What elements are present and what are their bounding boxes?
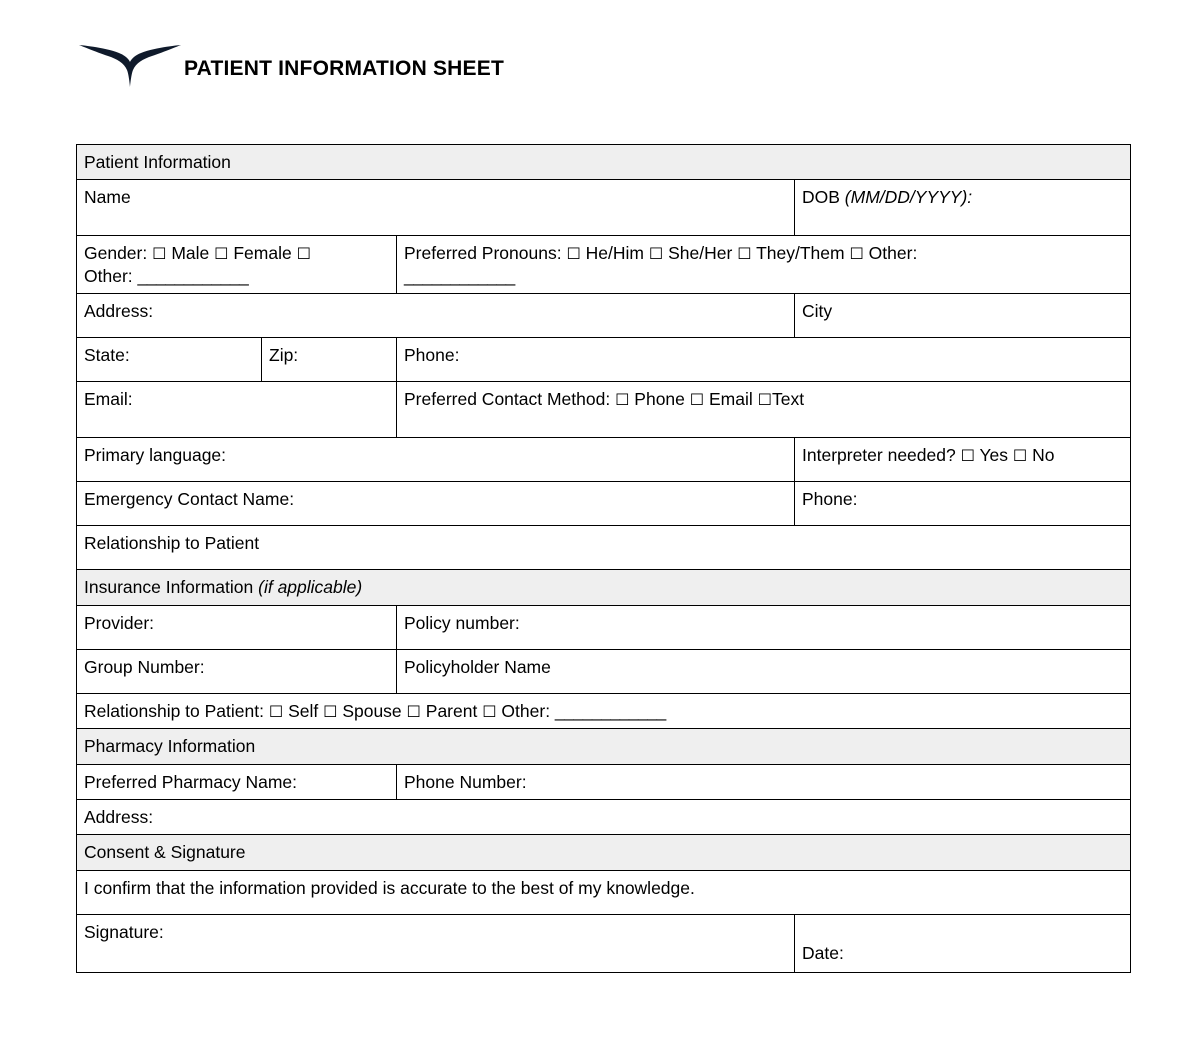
consent-statement: I confirm that the information provided is accurate to the best of my knowledge. <box>77 870 1131 914</box>
checkbox-relationship-self[interactable]: ☐ <box>268 701 284 721</box>
interpreter-label: Interpreter needed? <box>802 445 961 466</box>
field-address[interactable] <box>77 294 795 338</box>
row-address-city <box>77 294 1131 338</box>
checkbox-pronoun-hehim[interactable]: ☐ <box>566 244 581 264</box>
row-email-contact-method <box>77 382 1131 438</box>
insurance-section-note: (if applicable) <box>258 577 363 598</box>
primary-language-label: Primary language: <box>84 445 227 466</box>
patient-information-form-table <box>76 144 1131 973</box>
contact-option-text: Text <box>771 389 805 410</box>
city-label: City <box>802 301 833 322</box>
row-pharmacy-address <box>77 799 1131 834</box>
field-preferred-contact-method[interactable] <box>397 382 1131 438</box>
gender-label: Gender: <box>84 243 153 264</box>
dob-format-hint: (MM/DD/YYYY): <box>844 187 973 208</box>
section-header-patient-information <box>77 145 1131 180</box>
emergency-contact-label: Emergency Contact Name: <box>84 489 295 510</box>
field-phone[interactable] <box>397 338 1131 382</box>
gender-other-label: Other: <box>84 265 138 286</box>
field-preferred-pharmacy-name[interactable] <box>77 764 397 799</box>
section-label: Consent & Signature <box>77 835 1131 870</box>
row-emergency-contact <box>77 482 1131 526</box>
checkbox-relationship-parent[interactable]: ☐ <box>406 701 421 721</box>
pronoun-option-hehim: He/Him <box>585 243 645 264</box>
checkbox-interpreter-no[interactable]: ☐ <box>1012 446 1028 466</box>
page-title: PATIENT INFORMATION SHEET <box>184 57 504 80</box>
checkbox-interpreter-yes[interactable]: ☐ <box>960 446 975 466</box>
contact-method-label: Preferred Contact Method: <box>404 389 616 410</box>
state-label: State: <box>84 345 130 366</box>
name-label: Name <box>84 187 131 208</box>
pronouns-other-blank[interactable]: ____________ <box>404 265 515 286</box>
policyholder-label: Policyholder Name <box>404 656 551 677</box>
field-group-number[interactable] <box>77 649 397 693</box>
row-gender-pronouns <box>77 236 1131 294</box>
relationship-option-parent: Parent <box>425 700 478 721</box>
relationship-option-spouse: Spouse <box>342 700 402 721</box>
pronoun-option-sheher: She/Her <box>668 243 733 264</box>
checkbox-contact-email[interactable]: ☐ <box>689 390 705 410</box>
field-city[interactable] <box>795 294 1131 338</box>
section-label: Pharmacy Information <box>77 729 1131 764</box>
checkbox-gender-female[interactable]: ☐ <box>214 244 229 264</box>
field-policy-number[interactable] <box>397 605 1131 649</box>
email-label: Email: <box>84 389 133 410</box>
row-insurance-relationship <box>77 693 1131 728</box>
relationship-other-blank[interactable]: ____________ <box>554 700 666 721</box>
gender-other-blank[interactable]: ____________ <box>137 265 249 286</box>
field-insurance-provider[interactable] <box>77 605 397 649</box>
group-number-label: Group Number: <box>84 656 205 677</box>
field-insurance-relationship[interactable] <box>77 693 1131 728</box>
signature-label: Signature: <box>84 921 164 942</box>
row-language-interpreter <box>77 438 1131 482</box>
gender-option-female: Female <box>233 243 292 264</box>
checkbox-relationship-other[interactable]: ☐ <box>482 701 497 721</box>
pronoun-option-theythem: They/Them <box>756 243 845 264</box>
row-signature-date <box>77 914 1131 972</box>
field-emergency-contact-phone[interactable] <box>795 482 1131 526</box>
row-pharmacy-name-phone <box>77 764 1131 799</box>
checkbox-gender-other[interactable]: ☐ <box>296 244 311 264</box>
dob-label: DOB <box>802 187 845 208</box>
preferred-pharmacy-label: Preferred Pharmacy Name: <box>84 771 297 792</box>
field-interpreter-needed[interactable] <box>795 438 1131 482</box>
row-relationship-to-patient <box>77 526 1131 570</box>
row-state-zip-phone <box>77 338 1131 382</box>
field-primary-language[interactable] <box>77 438 795 482</box>
policy-number-label: Policy number: <box>404 612 520 633</box>
field-signature[interactable] <box>77 914 795 972</box>
interpreter-option-no: No <box>1032 445 1055 466</box>
field-zip[interactable] <box>262 338 397 382</box>
phone-label: Phone: <box>404 345 460 366</box>
pharmacy-address-label: Address: <box>84 806 154 827</box>
contact-option-phone: Phone <box>634 389 685 410</box>
checkbox-gender-male[interactable]: ☐ <box>152 244 167 264</box>
provider-label: Provider: <box>84 612 155 633</box>
row-name-dob <box>77 180 1131 236</box>
zip-label: Zip: <box>269 345 299 366</box>
field-emergency-contact-name[interactable] <box>77 482 795 526</box>
checkbox-pronoun-theythem[interactable]: ☐ <box>737 244 752 264</box>
relationship-label: Relationship to Patient <box>84 533 260 554</box>
interpreter-option-yes: Yes <box>979 445 1009 466</box>
section-label <box>77 570 1131 605</box>
field-policyholder-name[interactable] <box>397 649 1131 693</box>
row-group-policyholder <box>77 649 1131 693</box>
contact-option-email: Email <box>709 389 753 410</box>
section-header-consent-signature <box>77 835 1131 870</box>
insurance-relationship-label: Relationship to Patient: <box>84 700 269 721</box>
gender-option-male: Male <box>171 243 210 264</box>
field-pharmacy-phone[interactable] <box>397 764 1131 799</box>
field-gender[interactable] <box>77 236 397 294</box>
field-dob[interactable] <box>795 180 1131 236</box>
address-label: Address: <box>84 301 154 322</box>
section-label: Patient Information <box>77 145 1131 180</box>
checkbox-contact-phone[interactable]: ☐ <box>615 390 630 410</box>
field-email[interactable] <box>77 382 397 438</box>
checkbox-contact-text[interactable]: ☐ <box>757 390 772 410</box>
wing-logo-icon <box>78 36 182 88</box>
checkbox-pronoun-other[interactable]: ☐ <box>849 244 864 264</box>
field-relationship-to-patient[interactable] <box>77 526 1131 570</box>
section-header-pharmacy-information <box>77 729 1131 764</box>
date-label: Date: <box>802 943 844 964</box>
emergency-phone-label: Phone: <box>802 489 858 510</box>
pronouns-other-label: Other: <box>868 243 918 264</box>
pharmacy-phone-label: Phone Number: <box>404 771 527 792</box>
field-pharmacy-address[interactable] <box>77 799 1131 834</box>
row-provider-policy <box>77 605 1131 649</box>
checkbox-pronoun-sheher[interactable]: ☐ <box>648 244 664 264</box>
pronouns-label: Preferred Pronouns: <box>404 243 567 264</box>
field-preferred-pronouns[interactable] <box>397 236 1131 294</box>
section-header-insurance-information <box>77 570 1131 605</box>
checkbox-relationship-spouse[interactable]: ☐ <box>323 701 338 721</box>
field-state[interactable] <box>77 338 262 382</box>
relationship-other-label: Other: <box>501 700 555 721</box>
relationship-option-self: Self <box>288 700 319 721</box>
document-header <box>78 34 504 90</box>
row-consent-statement <box>77 870 1131 914</box>
insurance-section-label: Insurance Information <box>84 577 259 598</box>
field-date[interactable] <box>795 914 1131 972</box>
field-name[interactable] <box>77 180 795 236</box>
